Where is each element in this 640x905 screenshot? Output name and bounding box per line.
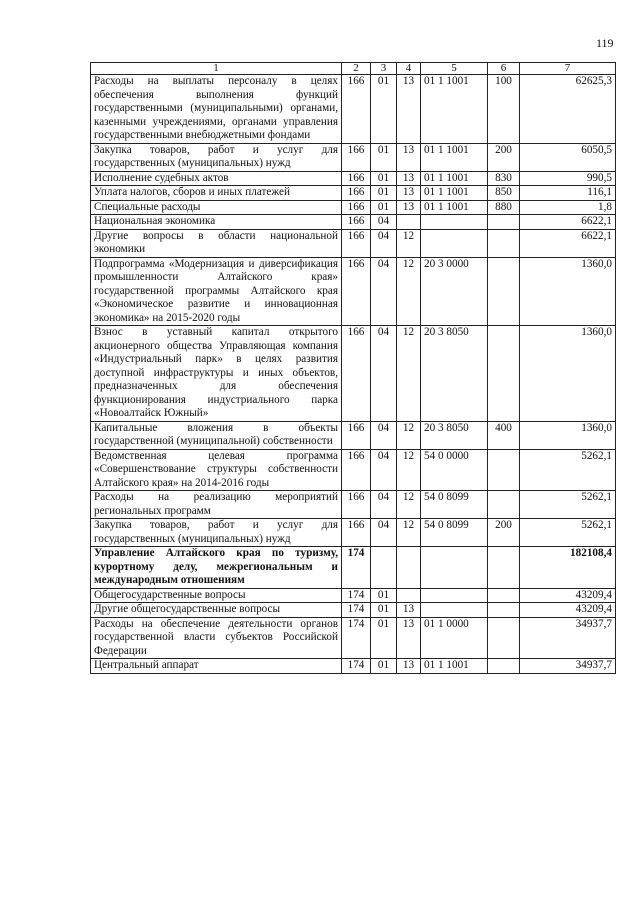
expense-type-cell — [488, 588, 520, 603]
target-article-cell: 01 1 0000 — [421, 617, 488, 659]
section-code-cell: 04 — [371, 215, 397, 230]
expense-type-cell: 200 — [488, 143, 520, 171]
amount-cell: 43209,4 — [520, 603, 616, 618]
target-article-cell: 20 3 8050 — [421, 326, 488, 422]
table-row — [91, 547, 616, 589]
expense-type-cell — [488, 603, 520, 618]
table-row — [91, 215, 616, 230]
expense-name-cell: Подпрограмма «Модернизация и диверсификация промышленности Алтайского края» государственной программы Алтайского края «Экономическое развитие и инновационная экономика» на 2015-2020 годы — [91, 257, 342, 326]
page-number: 119 — [596, 36, 614, 50]
expense-name-cell: Национальная экономика — [91, 215, 342, 230]
expense-type-cell: 100 — [488, 75, 520, 144]
subsection-code-cell: 13 — [397, 186, 421, 201]
expense-name-cell: Закупка товаров, работ и услуг для государственных (муниципальных) нужд — [91, 143, 342, 171]
subsection-code-cell: 12 — [397, 519, 421, 547]
table-row — [91, 200, 616, 215]
header-row — [91, 63, 616, 75]
expense-name-cell: Расходы на обеспечение деятельности органов государственной власти субъектов Российской Федерации — [91, 617, 342, 659]
grbs-code-cell: 166 — [342, 143, 371, 171]
expense-type-cell — [488, 215, 520, 230]
expense-type-cell — [488, 326, 520, 422]
target-article-cell — [421, 229, 488, 257]
table-row — [91, 617, 616, 659]
expense-type-cell: 880 — [488, 200, 520, 215]
section-code-cell: 01 — [371, 200, 397, 215]
amount-cell: 990,5 — [520, 171, 616, 186]
section-code-cell: 04 — [371, 449, 397, 491]
expense-type-cell: 850 — [488, 186, 520, 201]
grbs-code-cell: 166 — [342, 200, 371, 215]
expense-type-cell: 200 — [488, 519, 520, 547]
amount-cell: 116,1 — [520, 186, 616, 201]
expense-name-cell: Расходы на выплаты персоналу в целях обеспечения выполнения функций государственными (муниципальными) органами, казенными учреждениями, органами управления государственными внебюджетными фондами — [91, 75, 342, 144]
expense-name-cell: Центральный аппарат — [91, 659, 342, 674]
section-code-cell: 04 — [371, 491, 397, 519]
table-row — [91, 603, 616, 618]
grbs-code-cell: 174 — [342, 588, 371, 603]
expense-name-cell: Взнос в уставный капитал открытого акционерного общества Управляющая компания «Индустриальный парк» в целях развития доступной инфраструктуры и иных объектов, предназначенных для обеспечения функционирования индустриального парка «Новоалтайск Южный» — [91, 326, 342, 422]
grbs-code-cell: 174 — [342, 659, 371, 674]
expense-name-cell: Закупка товаров, работ и услуг для государственных (муниципальных) нужд — [91, 519, 342, 547]
amount-cell: 34937,7 — [520, 659, 616, 674]
section-code-cell: 01 — [371, 588, 397, 603]
expense-type-cell — [488, 547, 520, 589]
grbs-code-cell: 166 — [342, 421, 371, 449]
header-cell: 5 — [421, 63, 488, 75]
amount-cell: 1360,0 — [520, 421, 616, 449]
target-article-cell — [421, 588, 488, 603]
section-code-cell: 04 — [371, 257, 397, 326]
table-row — [91, 449, 616, 491]
section-code-cell: 04 — [371, 421, 397, 449]
grbs-code-cell: 166 — [342, 449, 371, 491]
budget-table — [90, 62, 616, 674]
grbs-code-cell: 166 — [342, 326, 371, 422]
amount-cell: 5262,1 — [520, 449, 616, 491]
amount-cell: 6622,1 — [520, 229, 616, 257]
target-article-cell: 01 1 1001 — [421, 659, 488, 674]
table-row — [91, 519, 616, 547]
expense-name-cell: Исполнение судебных актов — [91, 171, 342, 186]
expense-name-cell: Другие вопросы в области национальной экономики — [91, 229, 342, 257]
amount-cell: 34937,7 — [520, 617, 616, 659]
grbs-code-cell: 166 — [342, 491, 371, 519]
amount-cell: 5262,1 — [520, 519, 616, 547]
table-row — [91, 229, 616, 257]
expense-type-cell — [488, 449, 520, 491]
section-code-cell — [371, 547, 397, 589]
table-row — [91, 588, 616, 603]
table-row — [91, 143, 616, 171]
subsection-code-cell: 13 — [397, 143, 421, 171]
grbs-code-cell: 166 — [342, 215, 371, 230]
subsection-code-cell: 13 — [397, 171, 421, 186]
subsection-code-cell: 12 — [397, 449, 421, 491]
section-code-cell: 01 — [371, 186, 397, 201]
subsection-code-cell: 12 — [397, 257, 421, 326]
section-code-cell: 04 — [371, 519, 397, 547]
subsection-code-cell — [397, 547, 421, 589]
grbs-code-cell: 166 — [342, 229, 371, 257]
section-code-cell: 04 — [371, 229, 397, 257]
target-article-cell: 54 0 8099 — [421, 519, 488, 547]
expense-name-cell: Управление Алтайского края по туризму, курортному делу, межрегиональным и международным отношениям — [91, 547, 342, 589]
subsection-code-cell — [397, 215, 421, 230]
header-cell: 3 — [371, 63, 397, 75]
target-article-cell — [421, 547, 488, 589]
section-code-cell: 01 — [371, 659, 397, 674]
amount-cell: 6622,1 — [520, 215, 616, 230]
header-cell: 7 — [520, 63, 616, 75]
grbs-code-cell: 166 — [342, 75, 371, 144]
table-row — [91, 257, 616, 326]
target-article-cell: 54 0 0000 — [421, 449, 488, 491]
amount-cell: 1360,0 — [520, 257, 616, 326]
amount-cell: 6050,5 — [520, 143, 616, 171]
subsection-code-cell: 13 — [397, 603, 421, 618]
table-row — [91, 75, 616, 144]
grbs-code-cell: 166 — [342, 186, 371, 201]
grbs-code-cell: 174 — [342, 617, 371, 659]
expense-type-cell — [488, 659, 520, 674]
section-code-cell: 04 — [371, 326, 397, 422]
amount-cell: 182108,4 — [520, 547, 616, 589]
expense-name-cell: Расходы на реализацию мероприятий региональных программ — [91, 491, 342, 519]
target-article-cell: 01 1 1001 — [421, 75, 488, 144]
section-code-cell: 01 — [371, 617, 397, 659]
expense-type-cell: 830 — [488, 171, 520, 186]
target-article-cell: 01 1 1001 — [421, 171, 488, 186]
expense-type-cell — [488, 257, 520, 326]
subsection-code-cell: 12 — [397, 421, 421, 449]
subsection-code-cell: 13 — [397, 659, 421, 674]
target-article-cell — [421, 603, 488, 618]
target-article-cell: 01 1 1001 — [421, 186, 488, 201]
amount-cell: 43209,4 — [520, 588, 616, 603]
table-row — [91, 186, 616, 201]
subsection-code-cell: 13 — [397, 200, 421, 215]
table-row — [91, 659, 616, 674]
expense-name-cell: Уплата налогов, сборов и иных платежей — [91, 186, 342, 201]
target-article-cell: 20 3 8050 — [421, 421, 488, 449]
expense-name-cell: Специальные расходы — [91, 200, 342, 215]
expense-name-cell: Ведомственная целевая программа «Совершенствование структуры собственности Алтайского края» на 2014-2016 годы — [91, 449, 342, 491]
table-row — [91, 171, 616, 186]
amount-cell: 1,8 — [520, 200, 616, 215]
target-article-cell: 54 0 8099 — [421, 491, 488, 519]
amount-cell: 62625,3 — [520, 75, 616, 144]
expense-type-cell — [488, 229, 520, 257]
table-row — [91, 491, 616, 519]
subsection-code-cell: 12 — [397, 326, 421, 422]
expense-name-cell: Капитальные вложения в объекты государственной (муниципальной) собственности — [91, 421, 342, 449]
section-code-cell: 01 — [371, 75, 397, 144]
expense-type-cell: 400 — [488, 421, 520, 449]
table-row — [91, 421, 616, 449]
grbs-code-cell: 166 — [342, 257, 371, 326]
grbs-code-cell: 166 — [342, 171, 371, 186]
target-article-cell — [421, 215, 488, 230]
amount-cell: 5262,1 — [520, 491, 616, 519]
grbs-code-cell: 166 — [342, 519, 371, 547]
subsection-code-cell: 13 — [397, 75, 421, 144]
subsection-code-cell — [397, 588, 421, 603]
section-code-cell: 01 — [371, 171, 397, 186]
grbs-code-cell: 174 — [342, 547, 371, 589]
subsection-code-cell: 12 — [397, 229, 421, 257]
section-code-cell: 01 — [371, 603, 397, 618]
amount-cell: 1360,0 — [520, 326, 616, 422]
expense-name-cell: Общегосударственные вопросы — [91, 588, 342, 603]
grbs-code-cell: 174 — [342, 603, 371, 618]
target-article-cell: 20 3 0000 — [421, 257, 488, 326]
section-code-cell: 01 — [371, 143, 397, 171]
header-cell: 4 — [397, 63, 421, 75]
header-cell: 2 — [342, 63, 371, 75]
expense-name-cell: Другие общегосударственные вопросы — [91, 603, 342, 618]
expense-type-cell — [488, 617, 520, 659]
header-cell: 1 — [91, 63, 342, 75]
table-row — [91, 326, 616, 422]
target-article-cell: 01 1 1001 — [421, 143, 488, 171]
header-cell: 6 — [488, 63, 520, 75]
subsection-code-cell: 12 — [397, 491, 421, 519]
expense-type-cell — [488, 491, 520, 519]
target-article-cell: 01 1 1001 — [421, 200, 488, 215]
subsection-code-cell: 13 — [397, 617, 421, 659]
